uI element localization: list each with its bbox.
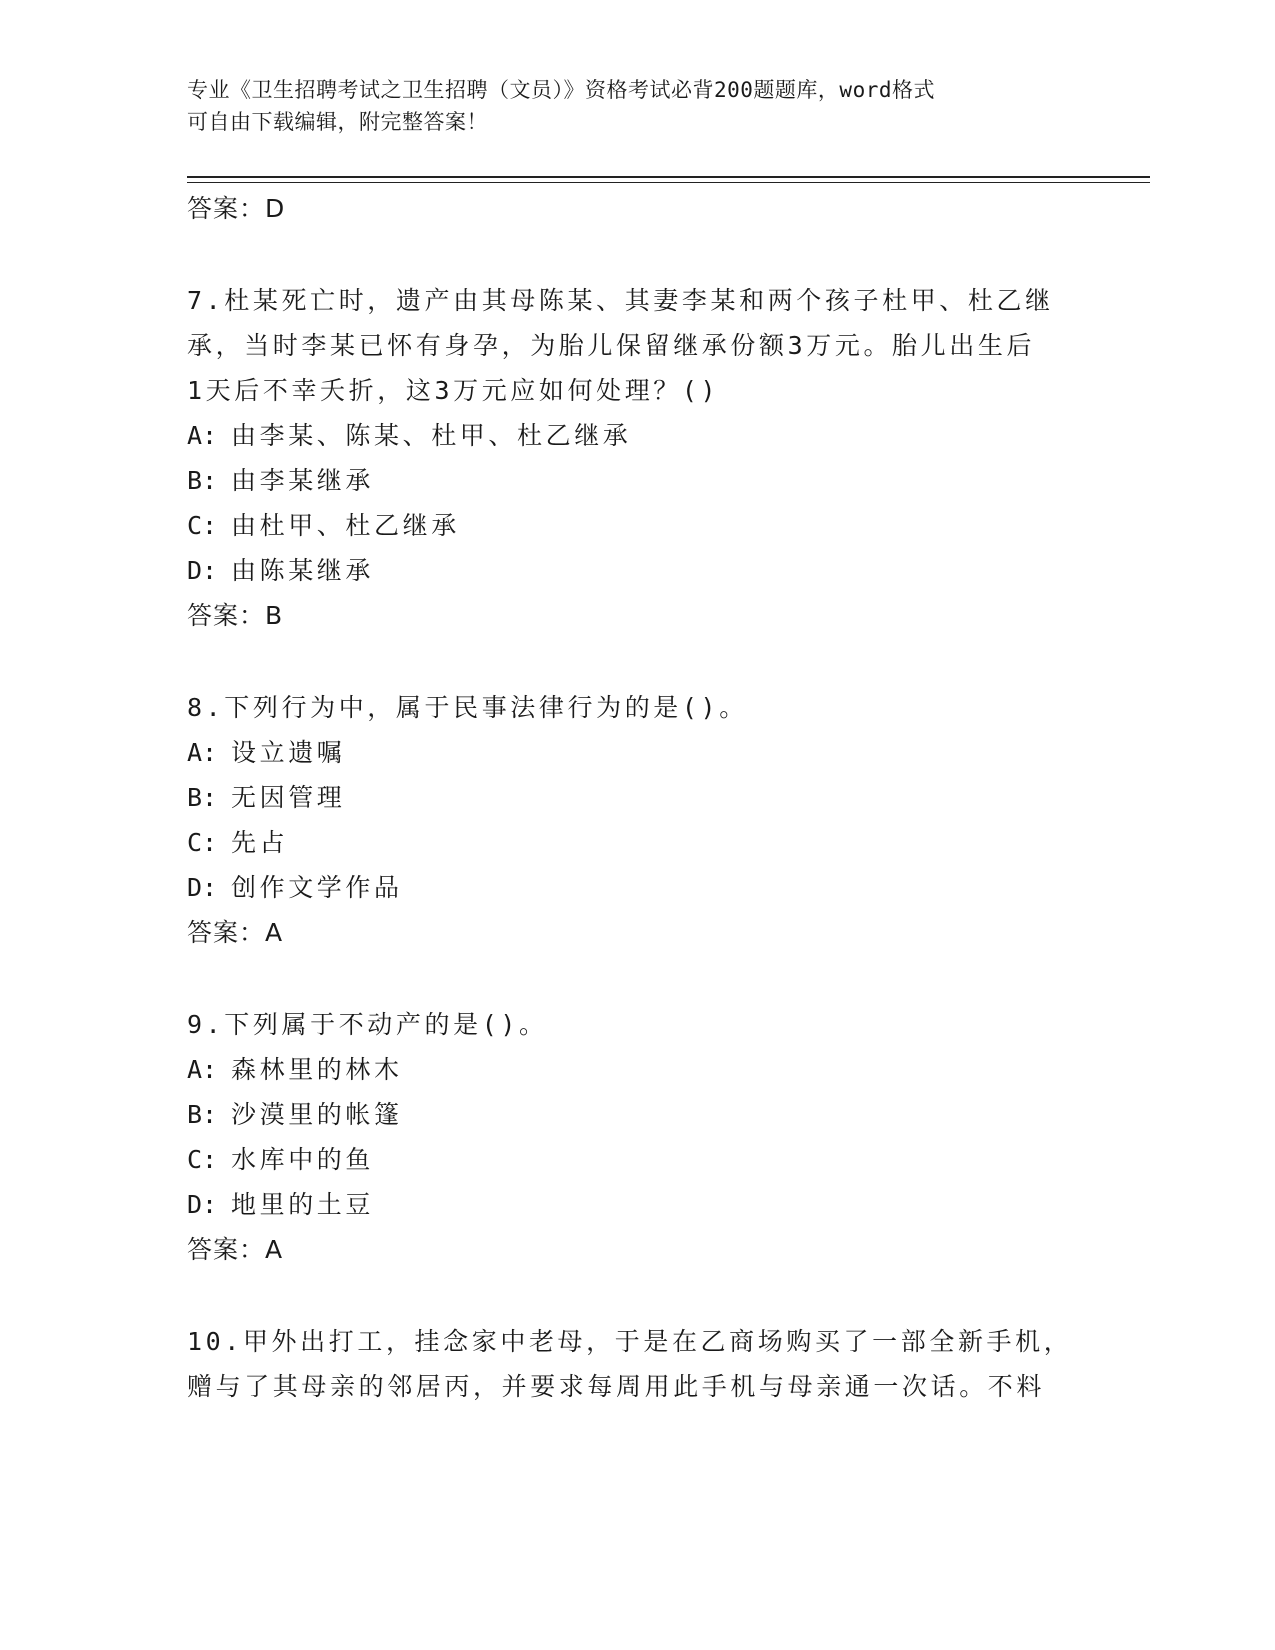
- answer-option: [187, 1092, 1087, 1137]
- option-letter: D:: [187, 556, 218, 585]
- option-text: 水库中的鱼: [231, 1145, 375, 1174]
- question-stem-line: 1天后不幸夭折，这3万元应如何处理？(): [187, 376, 720, 405]
- answer-option: [187, 730, 1087, 775]
- answer-option: [187, 548, 1087, 593]
- answer-option: [187, 865, 1087, 910]
- option-letter: B:: [187, 466, 218, 495]
- option-text: 地里的土豆: [231, 1190, 375, 1219]
- answer-line: 答案：B: [187, 601, 284, 630]
- option-text: 由陈某继承: [231, 556, 375, 585]
- document-header: [187, 74, 1087, 138]
- question-block: [187, 685, 1087, 956]
- answer-line: 答案：A: [187, 918, 284, 947]
- option-letter: A:: [187, 738, 218, 767]
- answer-line: 答案：A: [187, 1235, 284, 1264]
- question-stem-line: 7.杜某死亡时，遗产由其母陈某、其妻李某和两个孩子杜甲、杜乙继: [187, 286, 1054, 315]
- question-stem-line: 8.下列行为中，属于民事法律行为的是()。: [187, 693, 748, 722]
- answer-option: [187, 820, 1087, 865]
- option-text: 创作文学作品: [231, 873, 403, 902]
- option-letter: C:: [187, 1145, 218, 1174]
- answer-option: [187, 1137, 1087, 1182]
- header-rule-thick: [187, 176, 1150, 178]
- answer-option: [187, 775, 1087, 820]
- question-stem-line: 赠与了其母亲的邻居丙，并要求每周用此手机与母亲通一次话。不料: [187, 1372, 1046, 1401]
- answer-option: [187, 1047, 1087, 1092]
- answer-option: [187, 413, 1087, 458]
- question-stem-line: 10.甲外出打工，挂念家中老母，于是在乙商场购买了一部全新手机，: [187, 1327, 1073, 1356]
- option-text: 由李某、陈某、杜甲、杜乙继承: [231, 421, 632, 450]
- option-letter: B:: [187, 1100, 218, 1129]
- answer-option: [187, 1182, 1087, 1227]
- answer-option: [187, 458, 1087, 503]
- option-letter: A:: [187, 1055, 218, 1084]
- option-text: 先占: [231, 828, 289, 857]
- question-stem-line: 承，当时李某已怀有身孕，为胎儿保留继承份额3万元。胎儿出生后: [187, 331, 1036, 360]
- option-text: 由李某继承: [231, 466, 375, 495]
- option-text: 由杜甲、杜乙继承: [231, 511, 460, 540]
- option-text: 设立遗嘱: [231, 738, 346, 767]
- answer-option: [187, 503, 1087, 548]
- option-letter: B:: [187, 783, 218, 812]
- option-letter: D:: [187, 873, 218, 902]
- header-line-1: 专业《卫生招聘考试之卫生招聘（文员）》资格考试必背200题题库，word格式: [187, 78, 935, 102]
- option-text: 无因管理: [231, 783, 346, 812]
- option-text: 森林里的林木: [231, 1055, 403, 1084]
- header-rule-thin: [187, 182, 1150, 183]
- option-letter: C:: [187, 828, 218, 857]
- answer-line: 答案：D: [187, 194, 286, 223]
- question-stem-line: 9.下列属于不动产的是()。: [187, 1010, 548, 1039]
- option-letter: A:: [187, 421, 218, 450]
- question-block: [187, 1002, 1087, 1273]
- option-letter: C:: [187, 511, 218, 540]
- option-text: 沙漠里的帐篷: [231, 1100, 403, 1129]
- question-block: [187, 278, 1087, 639]
- question-block: [187, 1319, 1087, 1409]
- document-body: [187, 186, 1087, 1409]
- option-letter: D:: [187, 1190, 218, 1219]
- header-line-2: 可自由下载编辑，附完整答案！: [187, 110, 488, 134]
